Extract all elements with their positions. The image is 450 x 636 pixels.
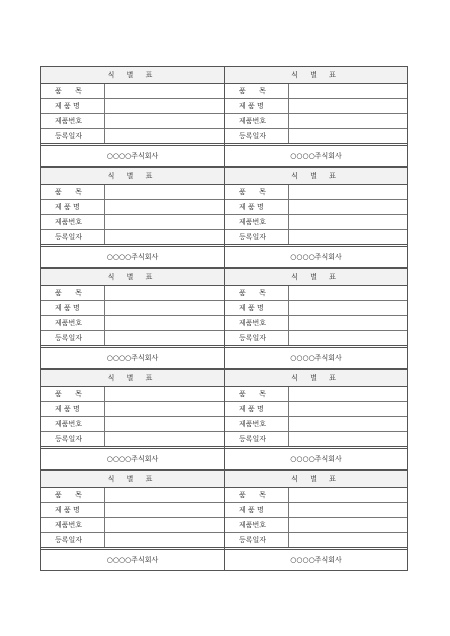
field-row xyxy=(225,432,407,449)
field-value-cell[interactable] xyxy=(105,488,224,502)
field-value-cell[interactable] xyxy=(105,387,224,401)
field-row xyxy=(41,488,224,503)
field-label: 제품번호 xyxy=(225,215,289,229)
field-value-cell[interactable] xyxy=(289,200,407,214)
field-row xyxy=(225,503,407,518)
company-name: ○○○○주식회사 xyxy=(106,354,159,362)
company-name: ○○○○주식회사 xyxy=(290,354,342,362)
field-label: 품 목 xyxy=(41,84,105,98)
field-value-cell[interactable] xyxy=(105,230,224,244)
identification-label-card xyxy=(40,369,224,470)
field-value-cell[interactable] xyxy=(289,129,407,143)
field-label: 등록일자 xyxy=(225,331,289,345)
identification-label-card xyxy=(224,470,408,571)
field-row xyxy=(41,200,224,215)
field-value-cell[interactable] xyxy=(289,387,407,401)
field-row xyxy=(41,417,224,432)
field-value-cell[interactable] xyxy=(289,301,407,315)
field-row xyxy=(41,230,224,247)
field-value-cell[interactable] xyxy=(105,533,224,547)
field-row xyxy=(225,200,407,215)
field-value-cell[interactable] xyxy=(105,129,224,143)
field-value-cell[interactable] xyxy=(105,114,224,128)
field-value-cell[interactable] xyxy=(105,331,224,345)
field-value-cell[interactable] xyxy=(289,518,407,532)
identification-label-card xyxy=(40,470,224,571)
field-label: 제품번호 xyxy=(225,518,289,532)
field-row xyxy=(41,84,224,99)
field-label: 제 품 명 xyxy=(41,301,105,315)
field-value-cell[interactable] xyxy=(105,503,224,517)
field-label: 제품번호 xyxy=(41,417,105,431)
field-row xyxy=(225,129,407,146)
field-row xyxy=(225,114,407,129)
field-label: 제품번호 xyxy=(41,215,105,229)
field-label: 제 품 명 xyxy=(225,402,289,416)
card-title: 식 별 표 xyxy=(225,471,407,488)
field-label: 제품번호 xyxy=(225,316,289,330)
field-value-cell[interactable] xyxy=(105,200,224,214)
field-label: 등록일자 xyxy=(41,230,105,244)
card-title: 식 별 표 xyxy=(41,67,224,84)
field-value-cell[interactable] xyxy=(289,185,407,199)
field-value-cell[interactable] xyxy=(105,185,224,199)
field-value-cell[interactable] xyxy=(289,215,407,229)
field-row xyxy=(225,402,407,417)
field-value-cell[interactable] xyxy=(105,301,224,315)
field-value-cell[interactable] xyxy=(289,114,407,128)
identification-label-card xyxy=(40,66,224,167)
field-row xyxy=(41,402,224,417)
field-row xyxy=(41,533,224,550)
card-title: 식 별 표 xyxy=(41,370,224,387)
field-value-cell[interactable] xyxy=(289,488,407,502)
field-label: 등록일자 xyxy=(41,331,105,345)
field-label: 제 품 명 xyxy=(41,200,105,214)
field-row xyxy=(225,331,407,348)
field-label: 제품번호 xyxy=(41,518,105,532)
field-row xyxy=(41,432,224,449)
field-label: 제품번호 xyxy=(225,114,289,128)
field-label: 품 목 xyxy=(225,488,289,502)
field-row xyxy=(41,129,224,146)
field-label: 제품번호 xyxy=(225,417,289,431)
field-row xyxy=(225,488,407,503)
field-row xyxy=(41,185,224,200)
identification-label-card xyxy=(224,66,408,167)
company-name: ○○○○주식회사 xyxy=(106,556,159,564)
field-row xyxy=(41,387,224,402)
field-label: 등록일자 xyxy=(225,230,289,244)
field-value-cell[interactable] xyxy=(289,286,407,300)
field-label: 등록일자 xyxy=(41,533,105,547)
company-name: ○○○○주식회사 xyxy=(290,152,342,160)
field-label: 제 품 명 xyxy=(225,200,289,214)
field-row xyxy=(41,215,224,230)
field-label: 품 목 xyxy=(41,387,105,401)
field-value-cell[interactable] xyxy=(289,316,407,330)
identification-label-card xyxy=(224,167,408,268)
field-value-cell[interactable] xyxy=(289,533,407,547)
field-label: 제 품 명 xyxy=(225,301,289,315)
identification-label-card xyxy=(224,369,408,470)
identification-label-card xyxy=(40,268,224,369)
identification-label-sheet xyxy=(40,66,408,571)
field-label: 제 품 명 xyxy=(41,503,105,517)
field-label: 등록일자 xyxy=(225,432,289,446)
field-row xyxy=(41,114,224,129)
field-value-cell[interactable] xyxy=(289,402,407,416)
card-title: 식 별 표 xyxy=(225,269,407,286)
label-row xyxy=(40,268,408,369)
field-value-cell[interactable] xyxy=(105,215,224,229)
field-label: 품 목 xyxy=(41,286,105,300)
field-row xyxy=(41,286,224,301)
field-row xyxy=(41,316,224,331)
field-row xyxy=(41,331,224,348)
identification-label-card xyxy=(40,167,224,268)
field-value-cell[interactable] xyxy=(289,84,407,98)
field-row xyxy=(225,185,407,200)
company-name: ○○○○주식회사 xyxy=(106,455,159,463)
field-label: 품 목 xyxy=(225,286,289,300)
field-value-cell[interactable] xyxy=(105,286,224,300)
field-value-cell[interactable] xyxy=(289,432,407,446)
field-label: 품 목 xyxy=(225,84,289,98)
field-value-cell[interactable] xyxy=(105,417,224,431)
company-name: ○○○○주식회사 xyxy=(290,455,342,463)
field-row xyxy=(225,99,407,114)
field-value-cell[interactable] xyxy=(105,99,224,113)
card-title: 식 별 표 xyxy=(41,269,224,286)
field-label: 제품번호 xyxy=(41,316,105,330)
field-row xyxy=(225,215,407,230)
field-row xyxy=(225,301,407,316)
field-value-cell[interactable] xyxy=(105,316,224,330)
field-row xyxy=(225,417,407,432)
field-label: 등록일자 xyxy=(41,432,105,446)
field-label: 제 품 명 xyxy=(41,99,105,113)
field-label: 제 품 명 xyxy=(41,402,105,416)
card-title: 식 별 표 xyxy=(225,168,407,185)
field-row xyxy=(41,518,224,533)
field-value-cell[interactable] xyxy=(289,230,407,244)
field-row xyxy=(225,286,407,301)
field-label: 등록일자 xyxy=(225,129,289,143)
field-row xyxy=(41,301,224,316)
field-value-cell[interactable] xyxy=(289,331,407,345)
card-title: 식 별 표 xyxy=(41,471,224,488)
label-row xyxy=(40,167,408,268)
company-name: ○○○○주식회사 xyxy=(106,152,159,160)
field-row xyxy=(225,533,407,550)
field-value-cell[interactable] xyxy=(105,432,224,446)
field-label: 품 목 xyxy=(225,185,289,199)
field-value-cell[interactable] xyxy=(105,402,224,416)
field-value-cell[interactable] xyxy=(105,518,224,532)
field-label: 품 목 xyxy=(41,488,105,502)
field-label: 품 목 xyxy=(41,185,105,199)
card-title: 식 별 표 xyxy=(225,370,407,387)
field-row xyxy=(225,387,407,402)
field-value-cell[interactable] xyxy=(289,99,407,113)
card-title: 식 별 표 xyxy=(41,168,224,185)
field-value-cell[interactable] xyxy=(105,84,224,98)
label-row xyxy=(40,470,408,571)
field-label: 제 품 명 xyxy=(225,99,289,113)
field-label: 등록일자 xyxy=(41,129,105,143)
field-row xyxy=(41,99,224,114)
field-label: 품 목 xyxy=(225,387,289,401)
company-name: ○○○○주식회사 xyxy=(106,253,159,261)
field-row xyxy=(225,518,407,533)
company-name: ○○○○주식회사 xyxy=(290,556,342,564)
card-title: 식 별 표 xyxy=(225,67,407,84)
field-row xyxy=(225,230,407,247)
field-label: 제품번호 xyxy=(41,114,105,128)
field-label: 등록일자 xyxy=(225,533,289,547)
label-row xyxy=(40,66,408,167)
identification-label-card xyxy=(224,268,408,369)
field-row xyxy=(225,316,407,331)
field-row xyxy=(225,84,407,99)
field-row xyxy=(41,503,224,518)
field-value-cell[interactable] xyxy=(289,417,407,431)
field-value-cell[interactable] xyxy=(289,503,407,517)
company-name: ○○○○주식회사 xyxy=(290,253,342,261)
field-label: 제 품 명 xyxy=(225,503,289,517)
label-row xyxy=(40,369,408,470)
